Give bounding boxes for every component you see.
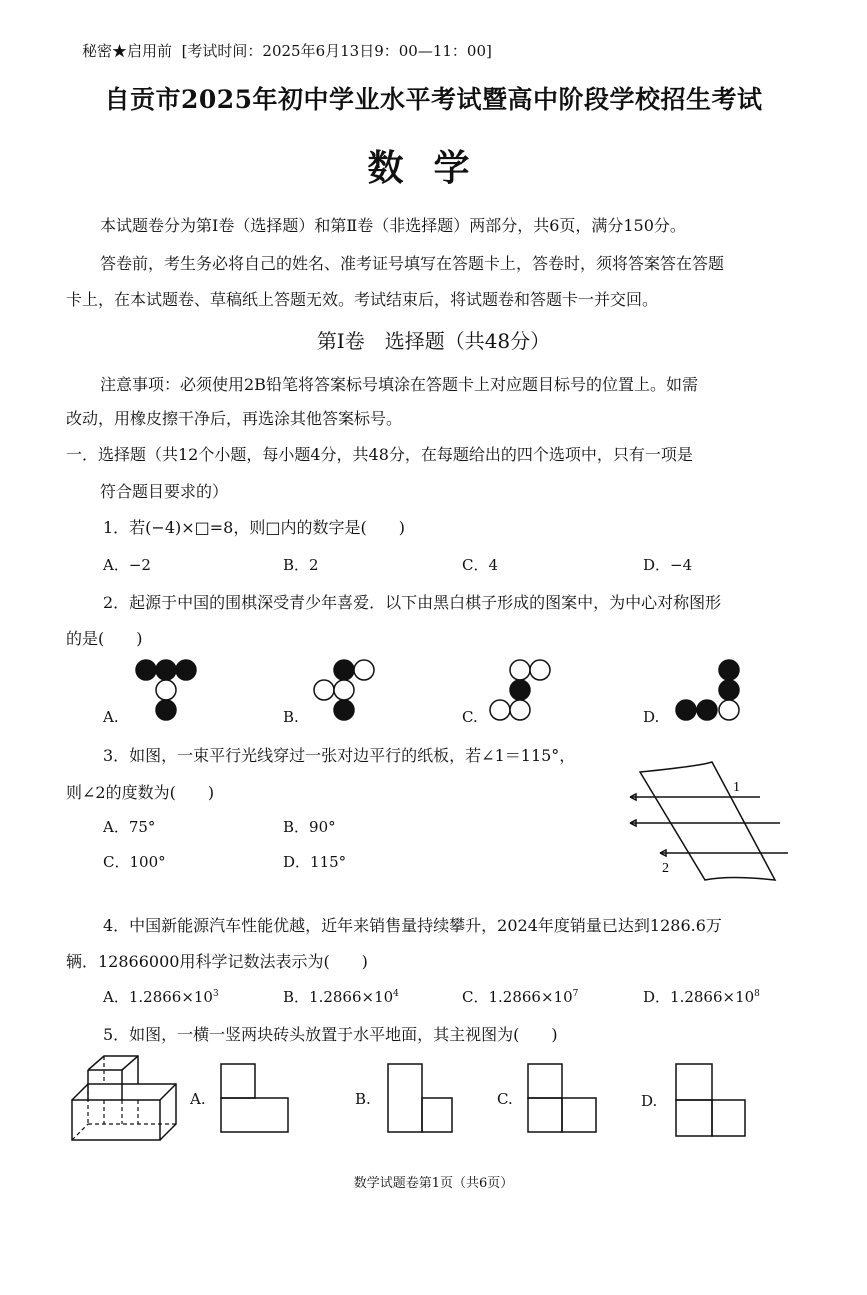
q4-option-b: B．$1.2866\times 10^4$ (283, 988, 399, 1006)
q2-stem-2: 的是( ) (66, 629, 143, 648)
notice-line-1: 注意事项：必须使用2B铅笔将答案标号填涂在答题卡上对应题目标号的位置上。如需 (100, 375, 698, 394)
q5-option-b: B. (355, 1090, 371, 1108)
section-title: 第Ⅰ卷 选择题（共48分） (316, 329, 551, 353)
q3-stem-1: 3．如图，一束平行光线穿过一张对边平行的纸板，若∠1＝115°， (103, 746, 576, 765)
q3-option-c: C．100° (103, 853, 166, 871)
q1-option-a: A．−2 (103, 556, 151, 574)
q3-option-b: B．90° (283, 818, 336, 836)
q5-view-c (528, 1064, 596, 1132)
exam-title: 自贡市2025年初中学业水平考试暨高中阶段学校招生考试 (104, 85, 763, 114)
exam-time: [考试时间：2025年6月13日9：00—11：00] (181, 42, 492, 60)
q1-option-c: C．4 (462, 556, 499, 574)
q3-angle-1-label: 1 (733, 780, 740, 795)
q3-angle-2-label: 2 (662, 861, 669, 876)
intro-line-2: 答卷前，考生务必将自己的姓名、准考证号填写在答题卡上，答卷时，须将答案答在答题 (100, 254, 725, 273)
confidential-label: 秘密★启用前 [考试时间：2025年6月13日9：00—11：00] (82, 42, 492, 60)
q5-option-a: A. (190, 1090, 206, 1108)
q2-option-d: D. (643, 708, 660, 726)
q3-stem-2: 则∠2的度数为( ) (66, 783, 215, 802)
q2-option-a: A. (103, 708, 119, 726)
q2-option-b: B. (283, 708, 299, 726)
q3-option-a: A．75° (103, 818, 156, 836)
q1-option-b: B．2 (283, 556, 319, 574)
q4-stem-2: 辆．12866000用科学记数法表示为( ) (66, 952, 368, 971)
q5-option-d: D. (641, 1092, 658, 1110)
q3-option-d: D．115° (283, 853, 347, 871)
subject-title: 数学 (367, 147, 500, 189)
page-footer: 数学试题卷第1页（共6页） (353, 1176, 514, 1191)
notice-line-2: 改动，用橡皮擦干净后，再选涂其他答案标号。 (66, 409, 403, 428)
part-heading-cont: 符合题目要求的） (100, 482, 229, 501)
intro-line-3: 卡上，在本试题卷、草稿纸上答题无效。考试结束后，将试题卷和答题卡一并交回。 (66, 290, 659, 309)
part-heading: 一．选择题（共12个小题，每小题4分，共48分，在每题给出的四个选项中，只有一项是 (66, 445, 693, 464)
q5-stem: 5．如图，一横一竖两块砖头放置于水平地面，其主视图为( ) (103, 1025, 558, 1044)
q5-view-b (388, 1064, 452, 1132)
q5-3d-bricks (72, 1056, 176, 1140)
q4-option-a: A．$1.2866\times 10^3$ (103, 988, 219, 1006)
intro-line-1: 本试题卷分为第Ⅰ卷（选择题）和第Ⅱ卷（非选择题）两部分，共6页，满分150分。 (100, 216, 686, 235)
q2-option-c: C. (462, 708, 478, 726)
q4-stem-1: 4．中国新能源汽车性能优越，近年来销售量持续攀升，2024年度销量已达到1286.6万 (103, 916, 722, 935)
q5-view-a (221, 1064, 288, 1132)
q1-stem: 1．若(−4)×□=8，则□内的数字是( ) (103, 518, 405, 537)
q4-option-d: D．$1.2866\times 10^8$ (643, 988, 760, 1006)
q4-option-c: C．$1.2866\times 10^7$ (462, 988, 579, 1006)
q1-option-d: D．−4 (643, 556, 693, 574)
q5-option-c: C. (497, 1090, 513, 1108)
q5-view-d (676, 1064, 745, 1136)
q2-stem-1: 2．起源于中国的围棋深受青少年喜爱．以下由黑白棋子形成的图案中，为中心对称图形 (103, 593, 722, 612)
